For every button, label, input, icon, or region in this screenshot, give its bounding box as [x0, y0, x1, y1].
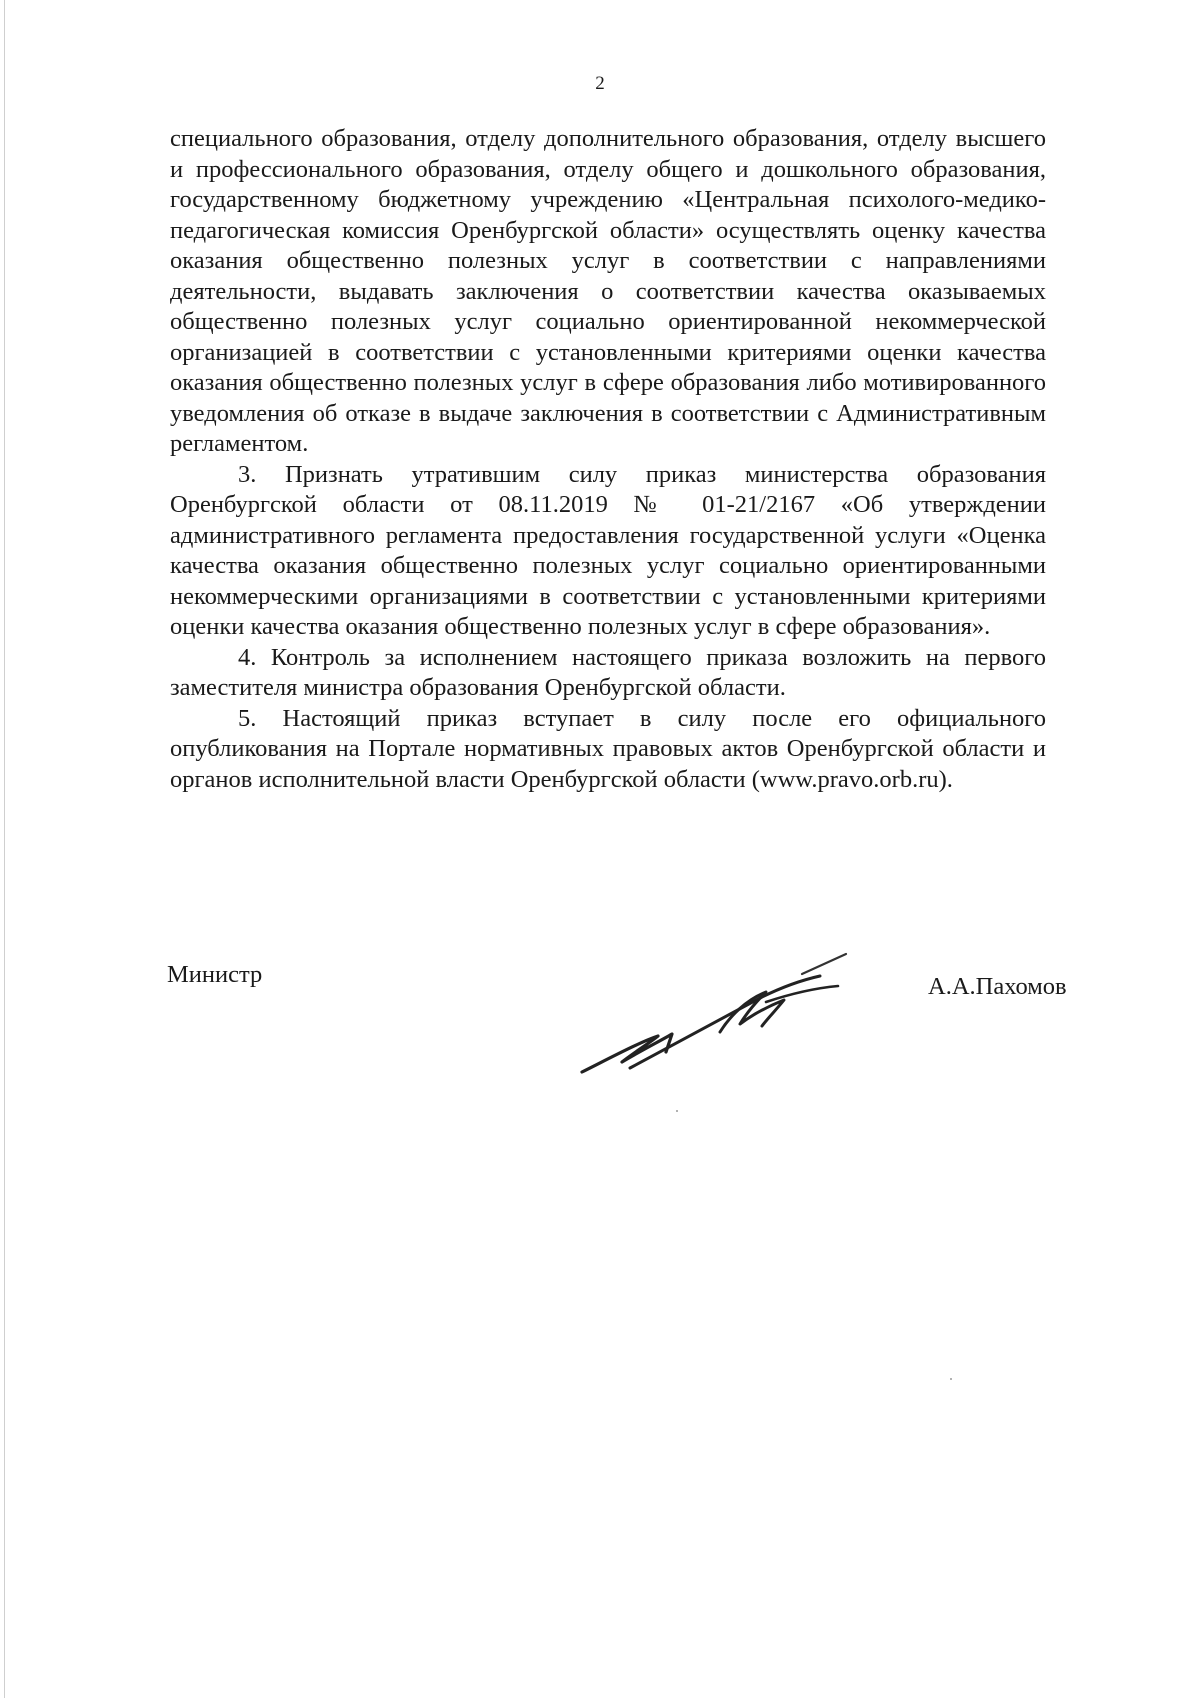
- paragraph-item-5: 5. Настоящий приказ вступает в силу после его официального опубликования на Портале нормативных правовых актов Оренбургской области и органов исполнительной власти Оренбургской области (www.pravo.orb.ru).: [170, 704, 1046, 793]
- scan-left-edge: [4, 0, 5, 1698]
- paragraph-continuation: специального образования, отделу дополнительного образования, отделу высшего и профессионального образования, отделу общего и дошкольного образования, государственному бюджетному учреждению «Центральная психолого-медико-педагогическая комиссия Оренбургской области» осуществлять оценку качества оказания общественно полезных услуг в соответствии с направлениями деятельности, выдавать заключения о соответствии качества оказываемых общественно полезных услуг социально ориентированной некоммерческой организацией в соответствии с установленными критериями оценки качества оказания общественно полезных услуг в сфере образования либо мотивированного уведомления об отказе в выдаче заключения в соответствии с Административным регламентом.: [170, 125, 1046, 457]
- handwritten-signature-icon: [570, 940, 890, 1090]
- paragraph-item-3: 3. Признать утратившим силу приказ министерства образования Оренбургской области от 08.11.2019 № 01-21/2167 «Об утверждении административного регламента предоставления государственной услуги «Оценка качества оказания общественно полезных услуг социально ориентированными некоммерческими организациями в соответствии с установленными критериями оценки качества оказания общественно полезных услуг в сфере образования».: [170, 460, 1046, 640]
- signer-title: Министр: [167, 961, 263, 988]
- signer-name: А.А.Пахомов: [928, 973, 1067, 1000]
- scan-speck: [950, 1378, 952, 1380]
- signature-block: [0, 960, 1200, 1090]
- page-number: 2: [595, 73, 605, 94]
- document-body: [170, 124, 1046, 795]
- paragraph-item-4: 4. Контроль за исполнением настоящего приказа возложить на первого заместителя министра образования Оренбургской области.: [170, 643, 1046, 701]
- scan-speck: [676, 1110, 678, 1112]
